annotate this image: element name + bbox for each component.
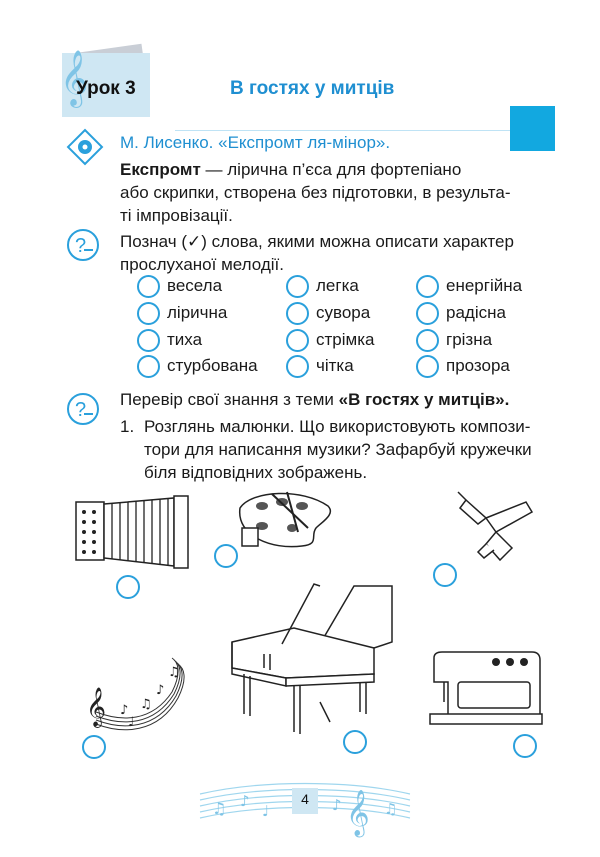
choice-circle[interactable] — [286, 355, 309, 378]
choice-word: лірична — [167, 303, 228, 322]
svg-text:♪: ♪ — [240, 792, 250, 810]
svg-text:♪: ♪ — [156, 683, 165, 698]
choice-circle[interactable] — [137, 355, 160, 378]
choice-circle[interactable] — [137, 329, 160, 352]
svg-text:♫: ♫ — [212, 799, 227, 818]
choice-circle[interactable] — [416, 275, 439, 298]
question-icon — [66, 392, 100, 426]
svg-text:♩: ♩ — [128, 715, 135, 730]
choice-circle[interactable] — [416, 329, 439, 352]
choice-word: енергійна — [446, 276, 523, 295]
choice-word: грізна — [446, 330, 493, 349]
svg-text:?: ? — [75, 399, 87, 421]
task2-intro-text: Перевір свої знання з теми — [120, 390, 339, 409]
page-title: В гостях у митців — [230, 78, 395, 99]
question-icon — [66, 228, 100, 262]
choice-word: легка — [316, 276, 359, 295]
svg-text:♫: ♫ — [384, 800, 398, 818]
svg-text:𝄞: 𝄞 — [346, 790, 370, 836]
choice-circle[interactable] — [137, 302, 160, 325]
choice-word: сувора — [316, 303, 371, 322]
choice-circle[interactable] — [416, 355, 439, 378]
decorative-square — [510, 106, 555, 151]
svg-text:♫: ♫ — [168, 665, 180, 680]
choice-circle[interactable] — [116, 575, 140, 599]
item-line: біля відповідних зображень. — [144, 463, 368, 482]
grand-piano-icon — [224, 582, 398, 744]
choice-word: прозора — [446, 356, 510, 375]
svg-text:𝄞: 𝄞 — [86, 687, 107, 727]
term: Експромт — [120, 160, 201, 179]
music-notes-icon — [82, 652, 194, 734]
page-number: 4 — [301, 791, 309, 807]
accordion-icon — [74, 492, 192, 572]
choice-circle[interactable] — [137, 275, 160, 298]
choice-circle[interactable] — [286, 302, 309, 325]
task1-line: Познач (✓) слова, якими можна описати характер — [120, 232, 514, 251]
listen-disc-icon — [66, 128, 104, 166]
choice-word: тиха — [167, 330, 203, 349]
choice-circle[interactable] — [433, 563, 457, 587]
choice-word: стурбована — [167, 356, 258, 375]
palette-icon — [232, 488, 338, 550]
drill-icon — [456, 488, 538, 566]
item-number: 1. — [120, 417, 135, 436]
svg-text:♪: ♪ — [120, 703, 129, 718]
definition-line: або скрипки, створена без підготовки, в результа- — [120, 183, 511, 202]
svg-text:♫: ♫ — [140, 697, 152, 712]
definition-line: ті імпровізації. — [120, 206, 233, 225]
choice-circle[interactable] — [513, 734, 537, 758]
choice-word: весела — [167, 276, 223, 295]
choice-circle[interactable] — [214, 544, 238, 568]
task1-text — [120, 230, 560, 276]
choice-word: радісна — [446, 303, 506, 322]
item-text — [144, 415, 560, 484]
choice-circle[interactable] — [82, 735, 106, 759]
music-work-title: М. Лисенко. «Експромт ля-мінор». — [120, 133, 391, 152]
choice-circle[interactable] — [286, 275, 309, 298]
choice-word: стрімка — [316, 330, 375, 349]
sewing-machine-icon — [428, 650, 544, 728]
lesson-label: Урок 3 — [76, 78, 136, 99]
svg-text:♪: ♪ — [332, 796, 342, 814]
choice-circle[interactable] — [286, 329, 309, 352]
definition-line: — лірична п’єса для фортепіано — [200, 160, 462, 179]
choice-circle[interactable] — [343, 730, 367, 754]
choice-word: чітка — [316, 356, 354, 375]
item-line: тори для написання музики? Зафарбуй кружечки — [144, 440, 532, 459]
task1-line: прослуханої мелодії. — [120, 255, 284, 274]
definition — [120, 158, 560, 227]
svg-text:♩: ♩ — [262, 802, 270, 820]
task2-topic: «В гостях у митців». — [338, 390, 510, 409]
svg-text:?: ? — [75, 235, 87, 257]
item-line: Розглянь малюнки. Що використовують компози- — [144, 417, 531, 436]
treble-clef-icon: 𝄞 — [60, 50, 89, 106]
task2-intro — [120, 388, 560, 411]
choice-circle[interactable] — [416, 302, 439, 325]
